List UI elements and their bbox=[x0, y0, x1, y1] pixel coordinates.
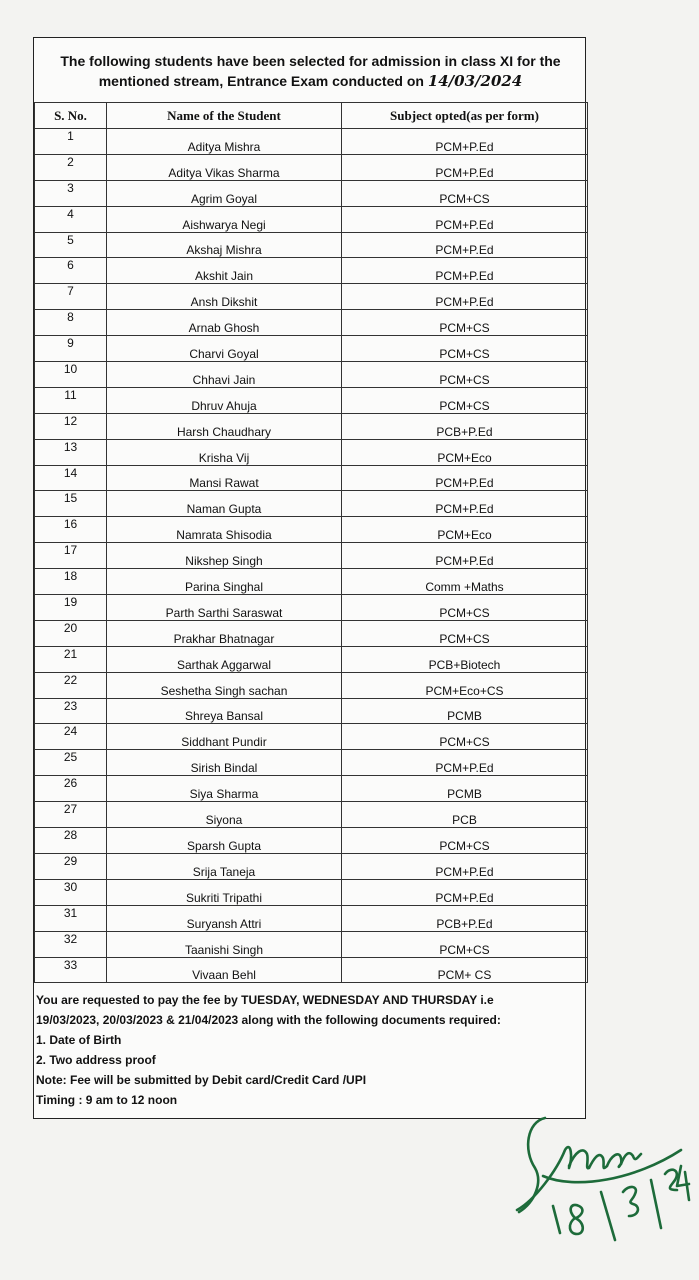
serial-number: 14 bbox=[35, 465, 107, 491]
student-name: Siya Sharma bbox=[107, 776, 342, 802]
subject-opted: PCM+P.Ed bbox=[342, 154, 588, 180]
serial-number: 32 bbox=[35, 931, 107, 957]
student-name: Aditya Vikas Sharma bbox=[107, 154, 342, 180]
serial-number: 26 bbox=[35, 776, 107, 802]
table-row bbox=[35, 232, 588, 258]
table-row bbox=[35, 258, 588, 284]
serial-number: 9 bbox=[35, 336, 107, 362]
subject-opted: PCM+CS bbox=[342, 387, 588, 413]
serial-number: 31 bbox=[35, 905, 107, 931]
serial-number: 22 bbox=[35, 672, 107, 698]
student-name: Ansh Dikshit bbox=[107, 284, 342, 310]
serial-number: 2 bbox=[35, 154, 107, 180]
subject-opted: PCM+P.Ed bbox=[342, 879, 588, 905]
subject-opted: PCM+CS bbox=[342, 620, 588, 646]
timing: Timing : 9 am to 12 noon bbox=[36, 1093, 178, 1107]
student-name: Parth Sarthi Saraswat bbox=[107, 595, 342, 621]
serial-number: 17 bbox=[35, 543, 107, 569]
student-name: Parina Singhal bbox=[107, 569, 342, 595]
student-name: Charvi Goyal bbox=[107, 336, 342, 362]
serial-number: 19 bbox=[35, 595, 107, 621]
table-row bbox=[35, 465, 588, 491]
serial-number: 21 bbox=[35, 646, 107, 672]
subject-opted: PCM+Eco bbox=[342, 517, 588, 543]
table-row bbox=[35, 517, 588, 543]
table-row bbox=[35, 491, 588, 517]
subject-opted: PCB bbox=[342, 802, 588, 828]
subject-opted: PCM+Eco bbox=[342, 439, 588, 465]
student-name: Arnab Ghosh bbox=[107, 310, 342, 336]
serial-number: 5 bbox=[35, 232, 107, 258]
table-header-row bbox=[35, 103, 588, 129]
table-row bbox=[35, 776, 588, 802]
table-row bbox=[35, 931, 588, 957]
student-name: Sukriti Tripathi bbox=[107, 879, 342, 905]
notice-heading bbox=[34, 38, 587, 102]
subject-opted: PCM+CS bbox=[342, 931, 588, 957]
subject-opted: PCM+CS bbox=[342, 828, 588, 854]
student-name: Siyona bbox=[107, 802, 342, 828]
student-name: Akshaj Mishra bbox=[107, 232, 342, 258]
fee-line-2: 19/03/2023, 20/03/2023 & 21/04/2023 along with the following documents required: bbox=[36, 1013, 501, 1027]
serial-number: 10 bbox=[35, 362, 107, 388]
student-name: Seshetha Singh sachan bbox=[107, 672, 342, 698]
table-row bbox=[35, 724, 588, 750]
table-row bbox=[35, 620, 588, 646]
table-row bbox=[35, 310, 588, 336]
student-name: Chhavi Jain bbox=[107, 362, 342, 388]
table-row bbox=[35, 387, 588, 413]
serial-number: 25 bbox=[35, 750, 107, 776]
student-name: Mansi Rawat bbox=[107, 465, 342, 491]
admission-notice bbox=[33, 37, 586, 1119]
student-name: Sparsh Gupta bbox=[107, 828, 342, 854]
table-row bbox=[35, 853, 588, 879]
selected-students-table bbox=[34, 102, 588, 983]
table-row bbox=[35, 879, 588, 905]
fee-instructions bbox=[36, 990, 581, 1110]
serial-number: 3 bbox=[35, 180, 107, 206]
student-name: Naman Gupta bbox=[107, 491, 342, 517]
student-name: Taanishi Singh bbox=[107, 931, 342, 957]
table-row bbox=[35, 672, 588, 698]
subject-opted: PCM+P.Ed bbox=[342, 853, 588, 879]
subject-opted: PCM+CS bbox=[342, 595, 588, 621]
student-name: Aditya Mishra bbox=[107, 129, 342, 155]
serial-number: 6 bbox=[35, 258, 107, 284]
table-row bbox=[35, 569, 588, 595]
subject-opted: PCM+P.Ed bbox=[342, 750, 588, 776]
table-row bbox=[35, 154, 588, 180]
document-item-1: 1. Date of Birth bbox=[36, 1033, 122, 1047]
serial-number: 18 bbox=[35, 569, 107, 595]
subject-opted: PCM+CS bbox=[342, 724, 588, 750]
subject-opted: PCM+Eco+CS bbox=[342, 672, 588, 698]
student-name: Aishwarya Negi bbox=[107, 206, 342, 232]
subject-opted: PCM+P.Ed bbox=[342, 284, 588, 310]
serial-number: 16 bbox=[35, 517, 107, 543]
serial-number: 23 bbox=[35, 698, 107, 724]
student-name: Shreya Bansal bbox=[107, 698, 342, 724]
serial-number: 13 bbox=[35, 439, 107, 465]
subject-opted: PCM+CS bbox=[342, 336, 588, 362]
serial-number: 7 bbox=[35, 284, 107, 310]
document-item-2: 2. Two address proof bbox=[36, 1053, 156, 1067]
student-name: Vivaan Behl bbox=[107, 957, 342, 983]
student-name: Prakhar Bhatnagar bbox=[107, 620, 342, 646]
subject-opted: PCM+CS bbox=[342, 180, 588, 206]
table-row bbox=[35, 802, 588, 828]
serial-number: 12 bbox=[35, 413, 107, 439]
subject-opted: PCM+P.Ed bbox=[342, 129, 588, 155]
serial-number: 33 bbox=[35, 957, 107, 983]
student-name: Dhruv Ahuja bbox=[107, 387, 342, 413]
table-row bbox=[35, 750, 588, 776]
serial-number: 24 bbox=[35, 724, 107, 750]
student-name: Sirish Bindal bbox=[107, 750, 342, 776]
student-name: Harsh Chaudhary bbox=[107, 413, 342, 439]
subject-opted: PCMB bbox=[342, 776, 588, 802]
table-row bbox=[35, 439, 588, 465]
table-row bbox=[35, 698, 588, 724]
subject-opted: PCB+P.Ed bbox=[342, 905, 588, 931]
payment-note: Note: Fee will be submitted by Debit card/Credit Card /UPI bbox=[36, 1073, 367, 1087]
serial-number: 8 bbox=[35, 310, 107, 336]
student-name: Siddhant Pundir bbox=[107, 724, 342, 750]
serial-number: 15 bbox=[35, 491, 107, 517]
header-subject: Subject opted(as per form) bbox=[342, 103, 588, 129]
serial-number: 30 bbox=[35, 879, 107, 905]
table-row bbox=[35, 362, 588, 388]
table-row bbox=[35, 206, 588, 232]
heading-line-2-text: mentioned stream, Entrance Exam conducted on bbox=[98, 73, 424, 89]
table-row bbox=[35, 336, 588, 362]
student-name: Krisha Vij bbox=[107, 439, 342, 465]
table-row bbox=[35, 646, 588, 672]
table-row bbox=[35, 543, 588, 569]
table-row bbox=[35, 595, 588, 621]
subject-opted: PCM+P.Ed bbox=[342, 465, 588, 491]
student-name: Srija Taneja bbox=[107, 853, 342, 879]
heading-line-1: The following students have been selected for admission in class XI for the bbox=[60, 53, 561, 69]
table-row bbox=[35, 180, 588, 206]
student-name: Akshit Jain bbox=[107, 258, 342, 284]
subject-opted: PCM+P.Ed bbox=[342, 206, 588, 232]
serial-number: 28 bbox=[35, 828, 107, 854]
table-row bbox=[35, 957, 588, 983]
subject-opted: PCM+P.Ed bbox=[342, 232, 588, 258]
header-name: Name of the Student bbox=[107, 103, 342, 129]
student-name: Suryansh Attri bbox=[107, 905, 342, 931]
subject-opted: Comm +Maths bbox=[342, 569, 588, 595]
serial-number: 20 bbox=[35, 620, 107, 646]
table-row bbox=[35, 905, 588, 931]
table-row bbox=[35, 828, 588, 854]
subject-opted: PCM+P.Ed bbox=[342, 491, 588, 517]
subject-opted: PCB+Biotech bbox=[342, 646, 588, 672]
subject-opted: PCM+CS bbox=[342, 310, 588, 336]
subject-opted: PCMB bbox=[342, 698, 588, 724]
heading-line-2 bbox=[34, 71, 587, 91]
student-name: Agrim Goyal bbox=[107, 180, 342, 206]
serial-number: 1 bbox=[35, 129, 107, 155]
table-row bbox=[35, 129, 588, 155]
serial-number: 11 bbox=[35, 387, 107, 413]
serial-number: 29 bbox=[35, 853, 107, 879]
table-row bbox=[35, 284, 588, 310]
student-name: Namrata Shisodia bbox=[107, 517, 342, 543]
exam-date: 14/03/2024 bbox=[427, 72, 523, 90]
serial-number: 4 bbox=[35, 206, 107, 232]
subject-opted: PCB+P.Ed bbox=[342, 413, 588, 439]
subject-opted: PCM+ CS bbox=[342, 957, 588, 983]
subject-opted: PCM+P.Ed bbox=[342, 543, 588, 569]
handwritten-signature bbox=[505, 1110, 695, 1250]
serial-number: 27 bbox=[35, 802, 107, 828]
subject-opted: PCM+CS bbox=[342, 362, 588, 388]
subject-opted: PCM+P.Ed bbox=[342, 258, 588, 284]
header-sno: S. No. bbox=[35, 103, 107, 129]
fee-line-1: You are requested to pay the fee by TUESDAY, WEDNESDAY AND THURSDAY i.e bbox=[36, 993, 494, 1007]
student-name: Nikshep Singh bbox=[107, 543, 342, 569]
table-row bbox=[35, 413, 588, 439]
student-name: Sarthak Aggarwal bbox=[107, 646, 342, 672]
signature-drawing bbox=[505, 1110, 695, 1250]
